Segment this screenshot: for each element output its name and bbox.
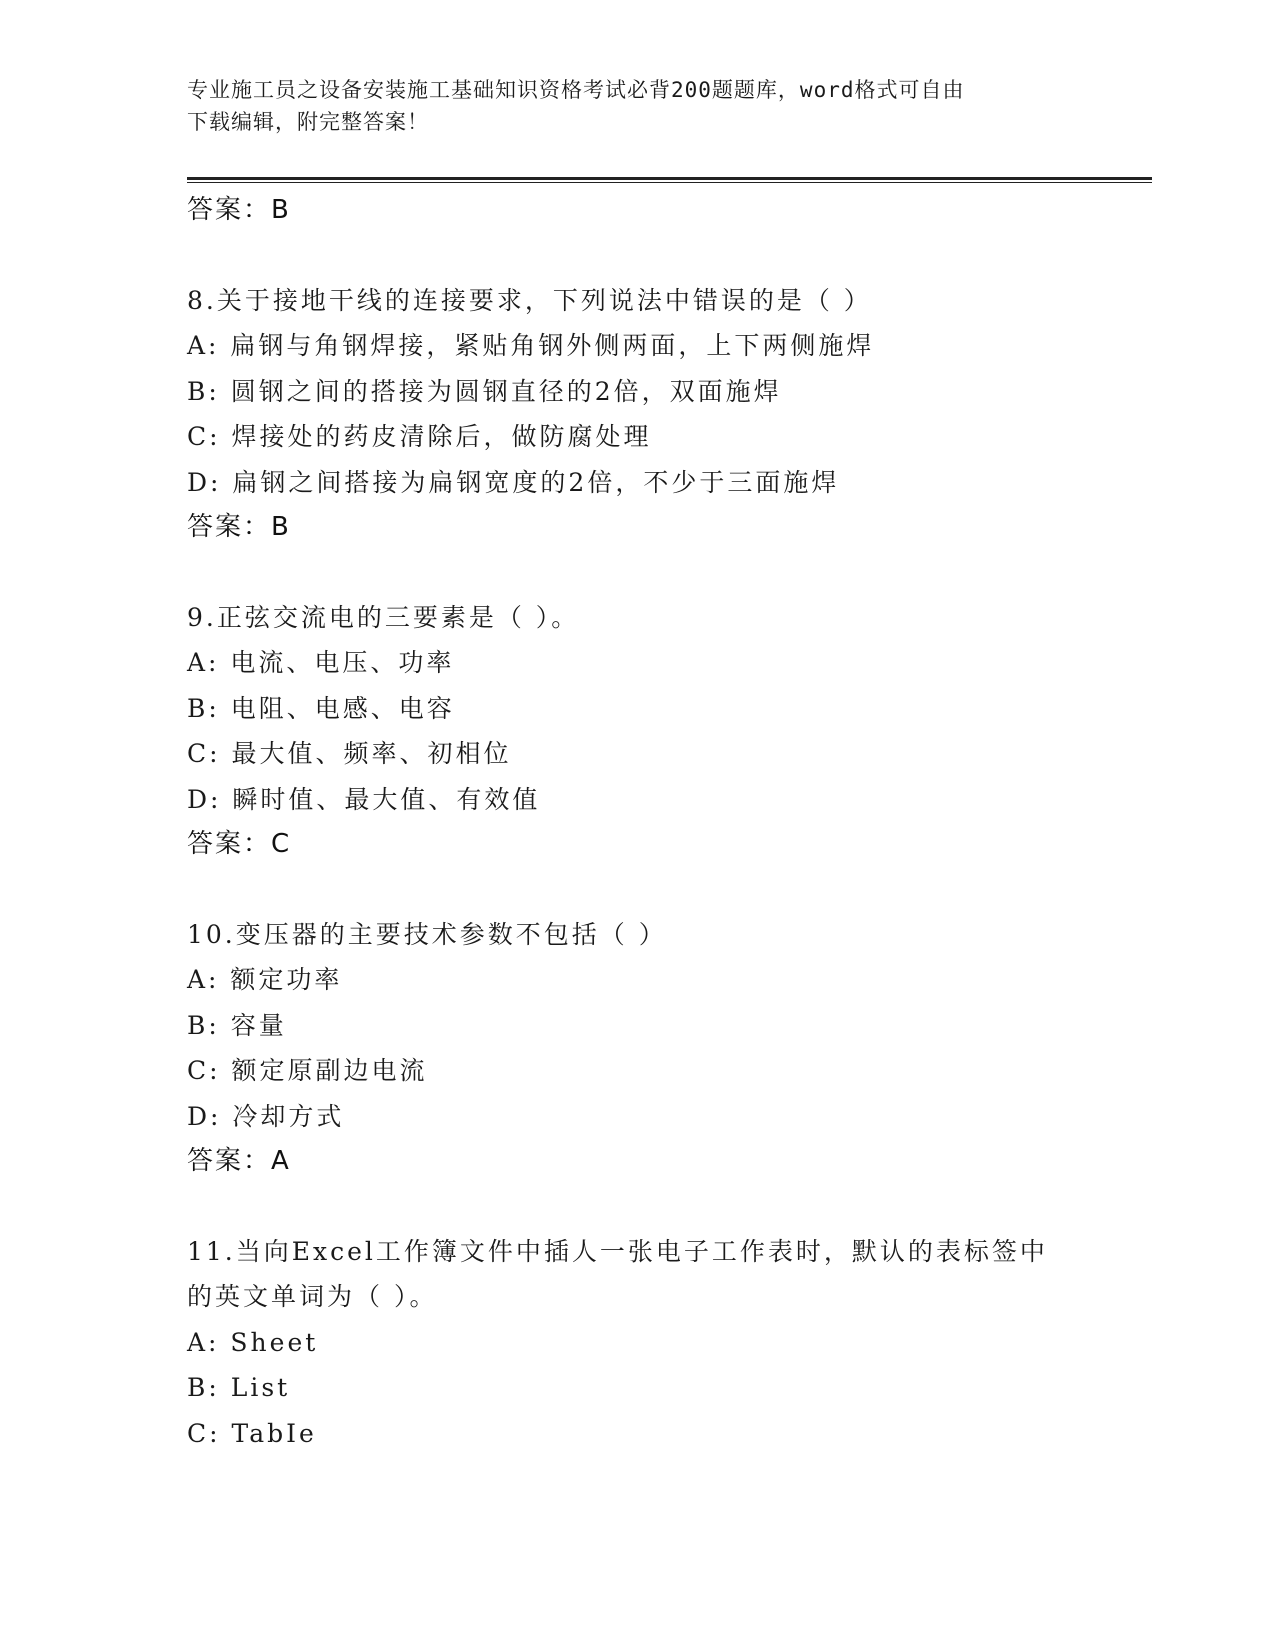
option-b: B: 圆钢之间的搭接为圆钢直径的2倍，双面施焊 [187,376,782,406]
option-a: A: 额定功率 [187,965,343,994]
question-11 [187,1229,1117,1457]
header-rule-thin [187,182,1152,183]
question-stem: 8.关于接地干线的连接要求，下列说法中错误的是（ ） [187,285,872,315]
question-8 [187,278,1117,551]
option-b: B: 电阻、电感、电容 [187,693,455,723]
question-9 [187,595,1117,868]
option-c: C: TabIe [187,1418,317,1448]
answer-line: 答案：A [187,1146,291,1176]
option-c: C: 焊接处的药皮清除后，做防腐处理 [187,422,652,451]
answer-line: 答案：C [187,829,292,859]
question-stem-line-2: 的英文单词为（ ）。 [187,1282,438,1311]
question-stem-line-1: 11.当向Excel工作簿文件中插人一张电子工作表时，默认的表标签中 [187,1236,1048,1266]
question-stem: 9.正弦交流电的三要素是（ ）。 [187,602,580,632]
spacer [187,868,1117,912]
header-rule-thick [187,177,1152,180]
question-10 [187,912,1117,1185]
header-line-1: 专业施工员之设备安装施工基础知识资格考试必背200题题库，word格式可自由 [187,78,965,102]
option-d: D: 扁钢之间搭接为扁钢宽度的2倍，不少于三面施焊 [187,467,840,497]
spacer [187,551,1117,595]
answer-line: 答案：B [187,195,291,225]
option-b: B: List [187,1373,291,1402]
option-c: C: 最大值、频率、初相位 [187,739,512,768]
option-a: A: Sheet [187,1327,319,1357]
answer-line: 答案：B [187,512,291,542]
spacer [187,1185,1117,1229]
question-list [187,188,1117,1456]
option-d: D: 瞬时值、最大值、有效值 [187,784,541,814]
option-d: D: 冷却方式 [187,1101,345,1131]
question-stem: 10.变压器的主要技术参数不包括（ ） [187,919,667,949]
header-line-2: 下载编辑，附完整答案！ [187,110,429,134]
option-b: B: 容量 [187,1010,287,1040]
option-a: A: 扁钢与角钢焊接，紧贴角钢外侧两面，上下两侧施焊 [187,331,875,360]
spacer [187,234,1117,278]
option-a: A: 电流、电压、功率 [187,648,455,677]
option-c: C: 额定原副边电流 [187,1056,428,1085]
document-header [187,74,1077,138]
